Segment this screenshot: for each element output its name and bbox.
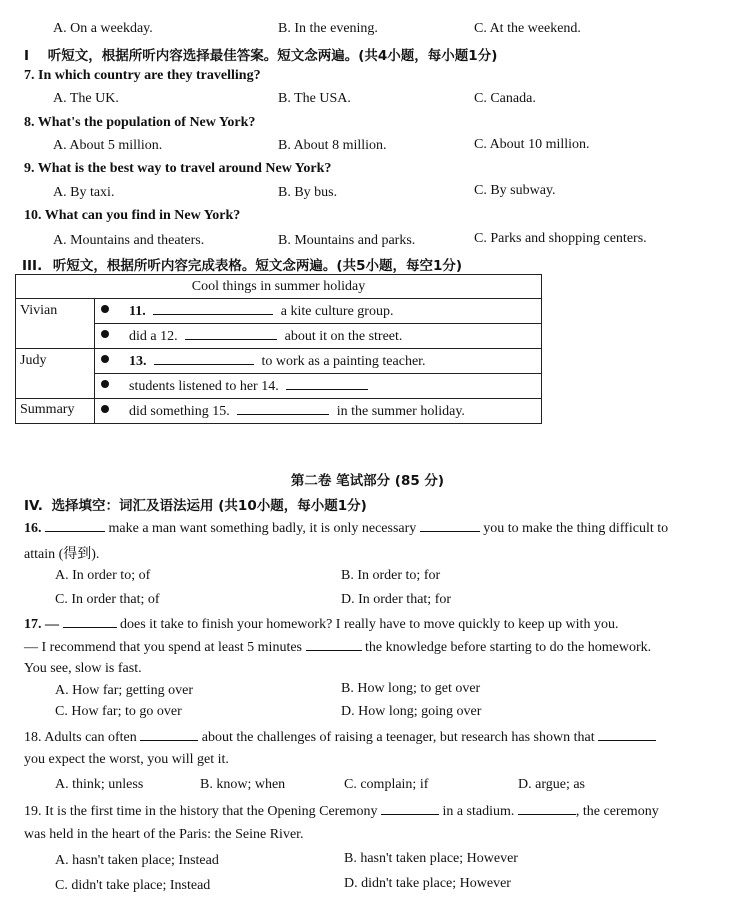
q18-option-d: D. argue; as	[518, 777, 585, 792]
q10-option-a: A. Mountains and theaters.	[53, 233, 205, 248]
summer-holiday-table	[15, 274, 542, 424]
item-prefix: 13.	[129, 354, 147, 369]
q10-stem: 10. What can you find in New York?	[24, 208, 241, 223]
q10-option-b: B. Mountains and parks.	[278, 233, 416, 248]
q6-option-a: A. On a weekday.	[53, 21, 153, 36]
q19-blank-1[interactable]	[381, 802, 439, 815]
answer-blank-14[interactable]	[286, 377, 368, 390]
bullet-icon	[101, 380, 109, 388]
part4-heading-text: 选择填空：词汇及语法运用 (共10小题，每小题1分)	[51, 498, 367, 514]
part3-heading-text: 听短文，根据所听内容完成表格。短文念两遍。(共5小题，每空1分)	[52, 258, 463, 274]
section2-title: 第二卷 笔试部分 (85 分)	[290, 473, 445, 489]
q6-option-c: C. At the weekend.	[474, 21, 581, 36]
q17-option-c: C. How far; to go over	[55, 704, 182, 719]
q17-option-b: B. How long; to get over	[341, 681, 481, 696]
item-suffix: about it on the street.	[284, 329, 403, 344]
item-prefix: did a 12.	[129, 329, 178, 344]
q9-option-b: B. By bus.	[278, 185, 338, 200]
q16-option-d: D. In order that; for	[341, 592, 452, 607]
table-row-name: Summary	[16, 399, 95, 424]
q18-option-a: A. think; unless	[55, 777, 144, 792]
table-item	[95, 349, 542, 374]
item-prefix: 11.	[129, 304, 146, 319]
item-prefix: students listened to her 14.	[129, 379, 279, 394]
answer-blank-12[interactable]	[185, 327, 277, 340]
table-row-name: Vivian	[16, 299, 95, 349]
q16-blank-2[interactable]	[420, 519, 480, 532]
q9-option-c: C. By subway.	[474, 183, 556, 198]
q7-option-c: C. Canada.	[474, 91, 536, 106]
q8-option-b: B. About 8 million.	[278, 138, 387, 153]
q17-stem-line1	[24, 615, 618, 633]
q17-stem-line3: You see, slow is fast.	[24, 661, 142, 676]
q19-text-a: 19. It is the first time in the history that the Opening Ceremony	[24, 804, 378, 819]
q18-option-c: C. complain; if	[344, 777, 429, 792]
part3-label: III.	[22, 258, 43, 274]
answer-blank-13[interactable]	[154, 352, 254, 365]
q17-text-c: the knowledge before starting to do the homework.	[365, 640, 652, 655]
part2-label: I	[24, 48, 30, 64]
q18-stem-line2: you expect the worst, you will get it.	[24, 752, 229, 767]
q16-option-b: B. In order to; for	[341, 568, 441, 583]
q16-number: 16.	[24, 521, 42, 536]
q17-stem-line2	[24, 638, 651, 656]
q19-text-b: in a stadium.	[442, 804, 515, 819]
table-item	[95, 324, 542, 349]
bullet-icon	[101, 355, 109, 363]
table-item	[95, 374, 542, 399]
table-item	[95, 399, 542, 424]
q17-option-d: D. How long; going over	[341, 704, 482, 719]
table-item	[95, 299, 542, 324]
table-row-name: Judy	[16, 349, 95, 399]
bullet-icon	[101, 330, 109, 338]
q7-option-b: B. The USA.	[278, 91, 351, 106]
q16-option-a: A. In order to; of	[55, 568, 151, 583]
answer-blank-11[interactable]	[153, 302, 273, 315]
q18-text-a: 18. Adults can often	[24, 730, 137, 745]
answer-blank-15[interactable]	[237, 402, 329, 415]
part4-heading	[24, 494, 367, 514]
q16-option-c: C. In order that; of	[55, 592, 160, 607]
q19-blank-2[interactable]	[518, 802, 576, 815]
q19-option-d: D. didn't take place; However	[344, 876, 511, 891]
q18-blank-2[interactable]	[598, 728, 656, 741]
item-suffix: in the summer holiday.	[336, 404, 465, 419]
q19-stem-line2: was held in the heart of the Paris: the Seine River.	[24, 827, 304, 842]
q19-option-b: B. hasn't taken place; However	[344, 851, 518, 866]
q8-option-a: A. About 5 million.	[53, 138, 163, 153]
q19-stem-line1	[24, 802, 659, 820]
q18-text-b: about the challenges of raising a teenager, but research has shown that	[201, 730, 595, 745]
item-prefix: did something 15.	[129, 404, 230, 419]
q17-option-a: A. How far; getting over	[55, 683, 194, 698]
q8-stem: 8. What's the population of New York?	[24, 115, 256, 130]
q18-option-b: B. know; when	[200, 777, 286, 792]
q9-option-a: A. By taxi.	[53, 185, 115, 200]
part3-heading	[22, 254, 462, 274]
q16-stem-line2: attain (得到).	[24, 547, 100, 562]
q18-stem-line1	[24, 728, 656, 746]
table-caption: Cool things in summer holiday	[16, 275, 542, 299]
part2-heading-text: 听短文，根据所听内容选择最佳答案。短文念两遍。(共4小题，每小题1分)	[47, 48, 498, 64]
q9-stem: 9. What is the best way to travel around New York?	[24, 161, 332, 176]
q16-stem-line1	[24, 519, 668, 537]
q19-option-a: A. hasn't taken place; Instead	[55, 853, 219, 868]
q18-blank-1[interactable]	[140, 728, 198, 741]
q19-text-c: , the ceremony	[575, 804, 659, 819]
q17-number: 17. —	[24, 617, 59, 632]
q17-text-b: — I recommend that you spend at least 5 minutes	[24, 640, 302, 655]
q7-option-a: A. The UK.	[53, 91, 119, 106]
q19-option-c: C. didn't take place; Instead	[55, 878, 211, 893]
q10-option-c: C. Parks and shopping centers.	[474, 231, 647, 246]
q17-text-a: does it take to finish your homework? I really have to move quickly to keep up with you.	[120, 617, 619, 632]
part4-label: IV.	[24, 498, 43, 514]
q16-blank-1[interactable]	[45, 519, 105, 532]
bullet-icon	[101, 305, 109, 313]
item-suffix: to work as a painting teacher.	[261, 354, 426, 369]
q8-option-c: C. About 10 million.	[474, 137, 590, 152]
bullet-icon	[101, 405, 109, 413]
q17-blank-1[interactable]	[63, 615, 117, 628]
q16-text-b: you to make the thing difficult to	[483, 521, 669, 536]
q16-text-a: make a man want something badly, it is only necessary	[108, 521, 417, 536]
part2-heading	[24, 44, 497, 64]
q7-stem: 7. In which country are they travelling?	[24, 68, 261, 83]
item-suffix: a kite culture group.	[280, 304, 394, 319]
q17-blank-2[interactable]	[306, 638, 362, 651]
q6-option-b: B. In the evening.	[278, 21, 378, 36]
